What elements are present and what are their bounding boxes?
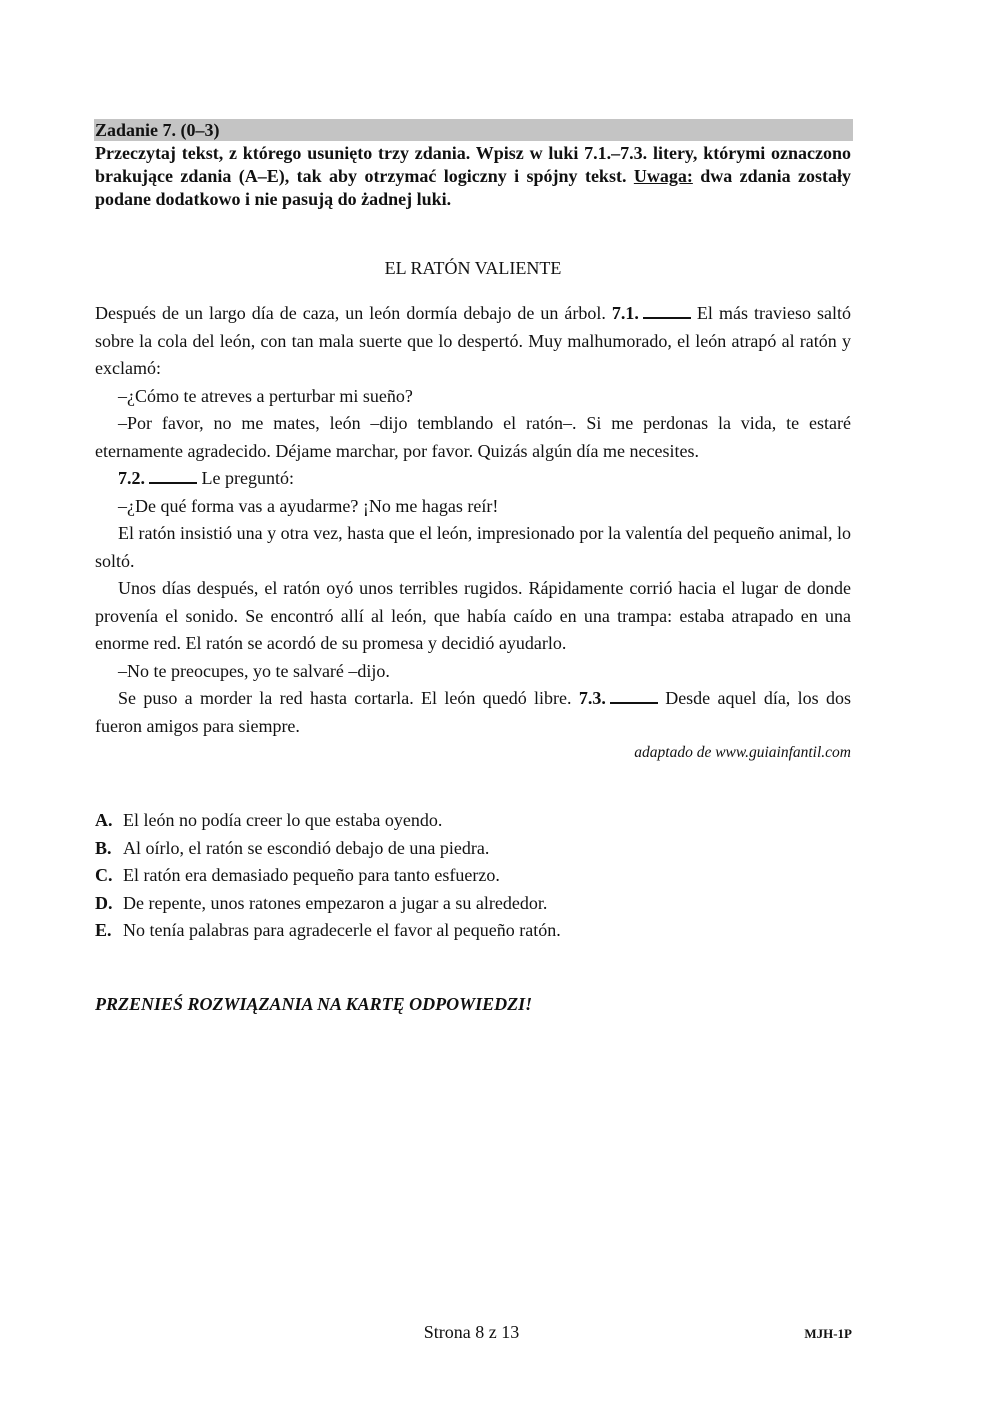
gap-7-1-blank [643,301,691,319]
story-paragraph-5: –¿De qué forma vas a ayudarme? ¡No me hagas reír! [118,495,499,516]
answer-option-b [95,835,851,863]
option-letter: D. [95,892,113,913]
option-text: El león no podía creer lo que estaba oyendo. [123,810,443,830]
answer-option-e [95,917,851,945]
answer-option-d [95,890,851,918]
option-text: Al oírlo, el ratón se escondió debajo de una piedra. [123,837,490,858]
story-text-segment: Le preguntó: [197,468,294,488]
story-paragraph-4 [95,465,851,493]
answer-option-a [95,807,851,835]
gap-7-1-label: 7.1. [611,303,639,323]
option-letter: A. [95,810,113,830]
story-paragraph-7: Unos días después, el ratón oyó unos terribles rugidos. Rápidamente corrió hacia el lugar de donde provenía el sonido. Se encontró allí al león, que había caído en una trampa: estaba atrapado en una enorme red. El ratón se acordó de su promesa y decidió ayudarlo. [95,578,851,653]
gap-7-3-label: 7.3. [578,688,606,708]
story-text-segment: Desde aquel día, los dos fueron amigos para siempre. [95,688,851,736]
story-paragraph-9 [95,685,851,740]
page-number: Strona 8 z 13 [423,1322,520,1342]
source-citation: adaptado de www.guiainfantil.com [634,744,851,761]
instruction-main-text: Przeczytaj tekst, z którego usunięto trzy zdania. Wpisz w luki 7.1.–7.3. litery, którymi oznaczono brakujące zdania (A–E), tak aby otrzymać logiczny i spójny tekst. [95,143,851,186]
transfer-answers-note: PRZENIEŚ ROZWIĄZANIA NA KARTĘ ODPOWIEDZI! [95,994,533,1014]
option-text: No tenía palabras para agradecerle el favor al pequeño ratón. [123,920,561,940]
gap-7-2-blank [149,466,197,484]
story-title: EL RATÓN VALIENTE [384,258,562,278]
story-paragraph-8: –No te preocupes, yo te salvaré –dijo. [118,660,390,681]
story-paragraph-3: –Por favor, no me mates, león –dijo temblando el ratón–. Si me perdonas la vida, te estaré eternamente agradecido. Déjame marchar, por favor. Quizás algún día me necesites. [95,413,851,461]
note-label: Uwaga: [633,166,693,186]
answer-option-c [95,862,851,890]
option-letter: C. [95,865,113,885]
story-paragraph-6: El ratón insistió una y otra vez, hasta que el león, impresionado por la valentía del pequeño animal, lo soltó. [95,523,851,571]
story-text-segment: El más travieso saltó sobre la cola del león, con tan mala suerte que lo despertó. Muy malhumorado, el león atrapó al ratón y exclamó: [95,303,851,378]
task-header: Zadanie 7. (0–3) [94,119,853,141]
answer-options-list [95,807,851,945]
story-text-segment: Se puso a morder la red hasta cortarla. El león quedó libre. [118,688,579,708]
story-paragraph-1 [95,300,851,383]
option-letter: E. [95,920,112,940]
note-text: dwa zdania zostały podane dodatkowo i nie pasują do żadnej luki. [95,166,852,209]
gap-7-3-blank [610,686,658,704]
exam-code: MJH-1P [804,1326,852,1341]
option-letter: B. [95,837,112,858]
gap-7-2-label: 7.2. [118,468,145,488]
option-text: De repente, unos ratones empezaron a jugar a su alrededor. [123,892,548,913]
story-text [95,300,851,740]
story-paragraph-2: –¿Cómo te atreves a perturbar mi sueño? [118,385,413,406]
task-instruction [95,142,851,211]
option-text: El ratón era demasiado pequeño para tanto esfuerzo. [123,865,500,885]
story-text-segment: Después de un largo día de caza, un león dormía debajo de un árbol. [95,303,612,323]
